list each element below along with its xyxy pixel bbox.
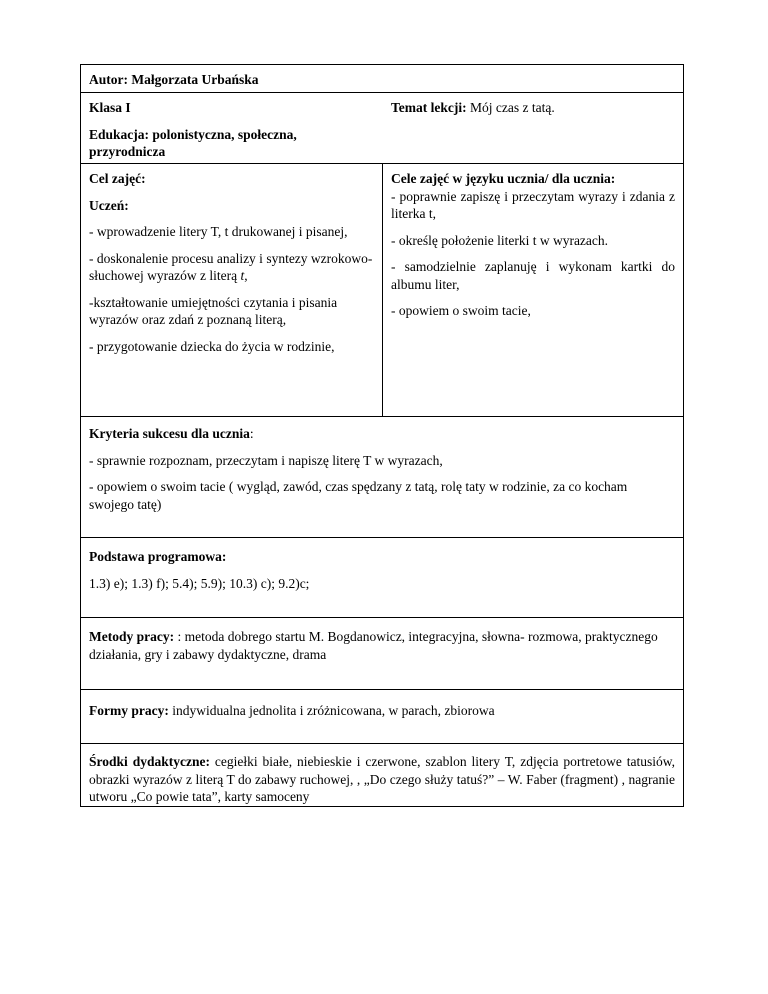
goal-item: -kształtowanie umiejętności czytania i pisania wyrazów oraz zdań z poznaną literą, — [89, 294, 338, 328]
topic-cell — [383, 93, 683, 163]
methods-value: : metoda dobrego startu M. Bogdanowicz, integracyjna, słowna- rozmowa, praktycznego działania, gry i zabawy dydaktyczne, drama — [89, 629, 658, 662]
materials-row — [80, 744, 684, 807]
author-row — [80, 64, 684, 93]
class-topic-row — [80, 93, 684, 164]
student-goal-item: - opowiem o swoim tacie, — [391, 303, 531, 319]
education-label: Edukacja: polonistyczna, społeczna, przyrodnicza — [89, 126, 297, 160]
goal-item-italic: t — [240, 268, 245, 284]
methods-row — [80, 618, 684, 690]
goals-student-cell — [383, 164, 683, 416]
topic-value: Mój czas z tatą. — [466, 100, 555, 115]
goal-item-suffix: , — [244, 268, 248, 284]
methods-label: Metody pracy: — [89, 629, 175, 644]
criteria-label: Kryteria sukcesu dla ucznia — [89, 426, 250, 441]
student-goal-item: - określę położenie literki t w wyrazach. — [391, 232, 609, 248]
criteria-row — [80, 417, 684, 538]
curriculum-label: Podstawa programowa: — [89, 549, 227, 564]
forms-row — [80, 690, 684, 744]
goal-item-text: - doskonalenie procesu analizy i syntezy wzrokowo- słuchowej wyrazów z literą — [89, 250, 373, 284]
lesson-plan-table — [80, 64, 684, 807]
criteria-item: - sprawnie rozpoznam, przeczytam i napiszę literę T w wyrazach, — [89, 452, 443, 468]
materials-value: cegiełki białe, niebieskie i czerwone, szablon litery T, zdjęcia portretowe tatusiów, obrazki wyrazów z literą T do zabawy ruchowej, , „Do czego służy tatuś?” – W. Faber (fragment) , nagranie utworu „Co powie tata”, karty samoceny — [89, 754, 676, 805]
criteria-colon: : — [249, 426, 254, 441]
topic-label: Temat lekcji: — [391, 100, 467, 115]
goals-teacher-cell — [81, 164, 383, 416]
curriculum-value: 1.3) e); 1.3) f); 5.4); 5.9); 10.3) c); 9.2)c; — [89, 575, 310, 591]
goal-item: - wprowadzenie litery T, t drukowanej i pisanej, — [89, 224, 348, 240]
class-label: Klasa I — [89, 100, 131, 115]
goals-row — [80, 164, 684, 417]
class-cell — [81, 93, 383, 163]
materials-label: Środki dydaktyczne: — [89, 754, 210, 769]
goal-item: - przygotowanie dziecka do życia w rodzinie, — [89, 338, 335, 354]
goals-heading: Cel zajęć: — [89, 171, 146, 186]
forms-value: indywidualna jednolita i zróżnicowana, w parach, zbiorowa — [168, 703, 495, 718]
student-goal-item: - samodzielnie zaplanuję i wykonam kartki do albumu liter, — [391, 259, 675, 292]
forms-label: Formy pracy: — [89, 703, 169, 718]
criteria-item: - opowiem o swoim tacie ( wygląd, zawód, czas spędzany z tatą, rolę taty w rodzinie, za co kocham swojego tatę) — [89, 479, 628, 512]
goals-subheading: Uczeń: — [89, 197, 129, 213]
author-label: Autor: Małgorzata Urbańska — [89, 72, 259, 87]
curriculum-row — [80, 538, 684, 618]
goal-item — [89, 250, 374, 285]
student-goals-heading: Cele zajęć w języku ucznia/ dla ucznia: — [391, 171, 616, 186]
student-goal-item: - poprawnie zapiszę i przeczytam wyrazy i zdania z literka t, — [391, 188, 675, 222]
